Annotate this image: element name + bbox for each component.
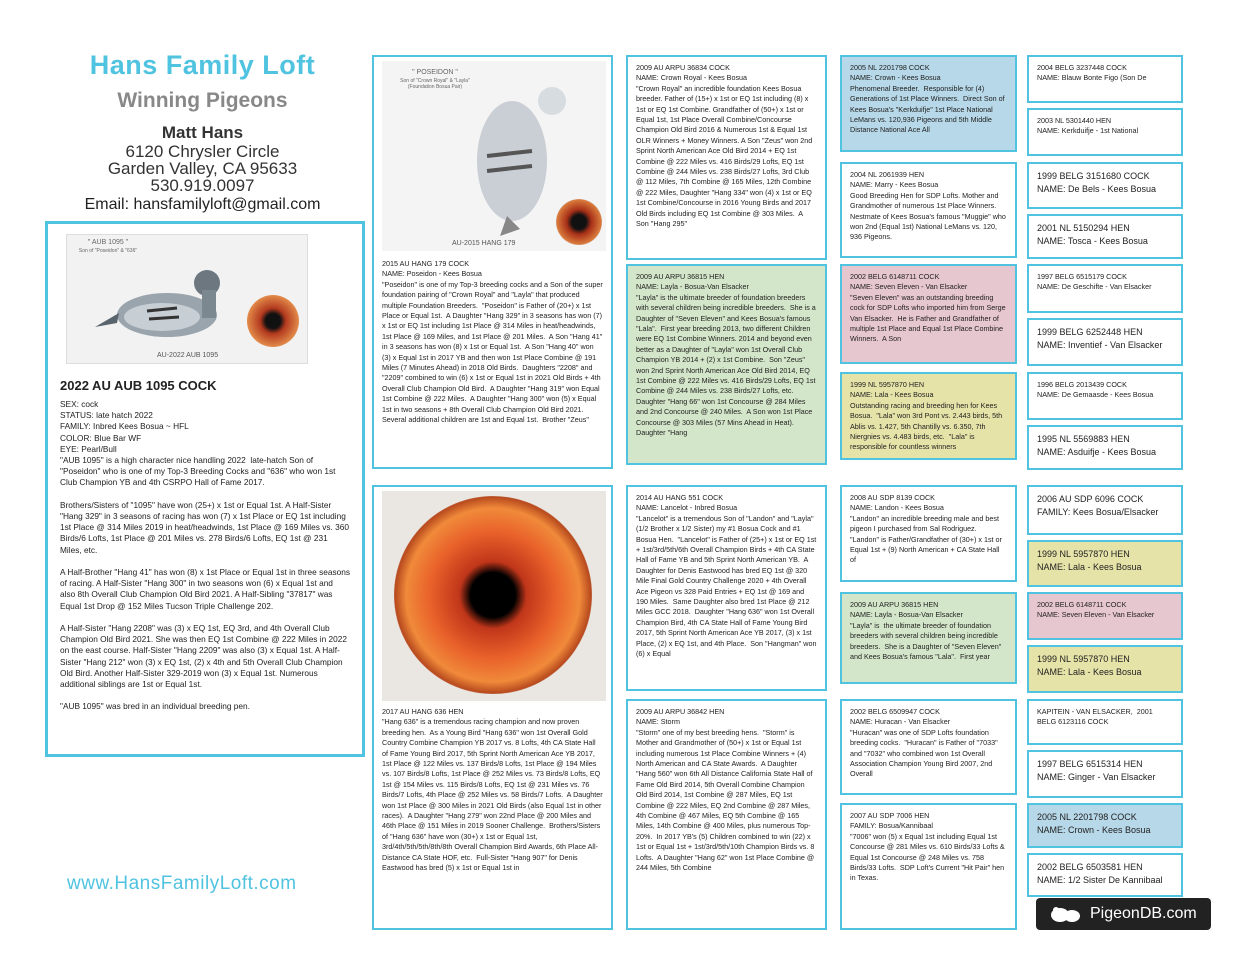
grandparent-card-4 <box>626 699 827 930</box>
great-great-grandparent-card-6-text: 1999 BELG 6252448 HEN NAME: Inventief - Van Elsacker <box>1037 327 1163 350</box>
great-great-grandparent-card-1 <box>1027 55 1183 103</box>
great-great-grandparent-card-7 <box>1027 372 1183 420</box>
great-grandparent-card-8-text: 2007 AU SDP 7006 HEN FAMILY: Bosua/Kannibaal "7006" won (5) x Equal 1st including Equal 1st Concourse @ 281 Miles vs. 610 Birds/33 Lofts & Equal 1st Concourse @ 248 Miles vs. 758 Birds/33 Lofts. SDP Loft's Current "Hit Pair" hen in Texas. <box>850 811 1005 883</box>
great-grandparent-card-4 <box>840 372 1017 460</box>
great-great-grandparent-card-14-text: 1997 BELG 6515314 HEN NAME: Ginger - Van Elsacker <box>1037 759 1156 782</box>
great-grandparent-card-6 <box>840 592 1017 684</box>
grandparent-card-4-text: 2009 AU ARPU 36842 HEN NAME: Storm "Storm" one of my best breeding hens. "Storm" is Mother and Grandmother of (50+) x 1st or Equal 1st including numerous 1st Place Combine Winners + (4) North American and CA State Awards. A Daughter "Hang 560" won 6th All Distance California State Hall of Fame Old Bird 2014, 5th Overall Combine Champion Old Bird 2014, 1st Combine @ 287 Miles, EQ 1st Combine @ 222 Miles, EQ 2nd Combine @ 287 Miles, 4th Combine @ 467 Miles, EQ 5th Combine @ 165 Miles, 14th Combine @ 400 Miles, plus numerous Top-20%. In 2017 YB's (5) Children combined to win (22) x 1st or Equal 1st + 1st/3rd/5th/10th Champion Birds vs. 8 Lofts. A Daughter "Hang 62" won 1st Place Combine @ 244 Miles, 5th Combine <box>636 707 815 873</box>
pigeon-logo-icon <box>1048 904 1082 924</box>
sire-photo-caption: " POSEIDON " <box>412 69 458 76</box>
grandparent-card-3 <box>626 485 827 691</box>
great-great-grandparent-card-14 <box>1027 750 1183 798</box>
great-great-grandparent-card-10-text: 1999 NL 5957870 HEN NAME: Lala - Kees Bosua <box>1037 549 1142 572</box>
great-great-grandparent-card-8 <box>1027 425 1183 470</box>
grandparent-card-2-text: 2009 AU ARPU 36815 HEN NAME: Layla - Bosua-Van Elsacker "Layla" is the ultimate breeder of foundation breeders with several children being incredible breeders. She is a Daughter of "Seven Eleven" and Kees Bosua's famous "Lala". First year breeding 2013, two different Children were EQ 1st Combine Winners. 2014 and beyond even better as a Daughter of "Layla" won 1st Overall Club Champion YB 2014 + (2) x 1st Combine. Son "Zeus" won 2nd Sprint North American Ace Old Bird 2014, EQ 1st Combine @ 222 Miles vs. 416 Birds/29 Lofts, EQ 1st Combine @ 244 Miles vs. 238 Birds/27 Lofts, etc. Daughter "Hang 66" won 1st Concourse @ 284 Miles and 2nd Concourse @ 240 Miles. A Son won 1st Place Concourse @ 303 Miles (57 Mins Ahead in Heat). Daughter "Hang <box>636 272 816 438</box>
great-great-grandparent-card-1-text: 2004 BELG 3237448 COCK NAME: Blauw Bonte Figo (Son De <box>1037 63 1147 83</box>
subject-eye-icon <box>247 295 299 347</box>
subject-photo-caption: " AUB 1095 " <box>87 239 129 246</box>
great-great-grandparent-card-6 <box>1027 318 1183 366</box>
loft-header <box>40 50 365 214</box>
subject-photo <box>66 234 308 364</box>
phone: 530.919.0097 <box>150 176 255 195</box>
great-great-grandparent-card-5 <box>1027 264 1183 313</box>
grandparent-card-1-text: 2009 AU ARPU 36834 COCK NAME: Crown Royal - Kees Bosua "Crown Royal" an incredible foundation Kees Bosua breeder. Father of (15+) x 1st or EQ 1st including (8) x 1st or EQ 1st Combine. Grandfather of (50+) x 1st or Equal 1st, 1st Place Overall Combine/Concourse Champion Old Bird 2016 & Numerous 1st & Equal 1st OLR Winners + Money Winners. A Son "Zeus" won 2nd Sprint North American Ace Old Bird 2014 + EQ 1st Combine @ 222 Miles vs. 416 Birds/29 Lofts, EQ 1st Combine @ 244 Miles vs. 238 Birds/27 Lofts, 3rd Club @ 112 Miles, 7th Combine @ 165 Miles, 12th Combine @ 222 Miles, Daughter "Hang 334" won (4) x 1st or EQ 1st Combine/Concourse in 2016 Young Birds and 2017 Old Birds including EQ 1st Combine @ 303 Miles. A Son "Hang 295" <box>636 63 813 229</box>
great-grandparent-card-3-text: 2002 BELG 6148711 COCK NAME: Seven Eleven - Van Elsacker "Seven Eleven" was an outstanding breeding cock for SDP Lofts who imported him from Serge Van Elsacker. He is Father and Grandfather of multiple 1st Place and Equal 1st Place Combine Winners. A Son <box>850 272 1006 344</box>
dam-eye-photo <box>382 491 606 701</box>
great-grandparent-card-7 <box>840 699 1017 795</box>
subject-details: SEX: cock STATUS: late hatch 2022 FAMILY: Inbred Kees Bosua ~ HFL COLOR: Blue Bar WF EYE: Pearl/Bull "AUB 1095" is a high character nice handling 2022 late-hatch Son of "Poseidon" who is one of my Top-3 Breeding Cocks and "636" who won 1st Club Champion YB and 4th CSRPO Hall of Fame 2017. Brothers/Sisters of "1095" have won (25+) x 1st or Equal 1st. A Half-Sister "Hang 329" in 3 seasons of racing has won (7) x 1st Place or EQ 1st including 1st Place @ 314 Miles 2019 in heat/headwinds, 1st Place @ 169 Miles vs. 360 Birds/6 Lofts, 1st Place @ 201 Miles vs. 278 Birds/6 Lofts, EQ 1st @ 231 Miles, etc. A Half-Brother "Hang 41" has won (8) x 1st Place or Equal 1st in three seasons of racing. A Half-Sister "Hang 300" in two seasons won (6) x Equal 1st and also 8th Overall Club Champion Old Bird 2021. A Half-Sibling "37817" was Equal 1st Drop @ 152 Miles Tucson Triple Challenge 202. A Half-Sister "Hang 2208" was (3) x EQ 1st, EQ 3rd, and 4th Overall Club Champion Old Bird 2021. She was then EQ 1st Combine @ 222 Miles in 2022 on the east course. Half-Sister "Hang 2209" was also (3) x Equal 1st. A Half-Sister "Hang 212" won (3) x EQ 1st, (2) x 4th and 5th Overall Club Champion Old Bird. Another Half-Sister 329-2019 won (3) x Equal 1st. Numerous additional siblings are 1st or Equal 1st. "AUB 1095" was bred in an individual breeding pen. <box>60 399 350 712</box>
great-great-grandparent-card-3 <box>1027 162 1183 209</box>
great-grandparent-card-8 <box>840 803 1017 930</box>
great-great-grandparent-card-3-text: 1999 BELG 3151680 COCK NAME: De Bels - Kees Bosua <box>1037 171 1157 194</box>
eye-icon <box>394 496 592 694</box>
sire-card <box>372 55 613 469</box>
email: Email: hansfamilyloft@gmail.com <box>84 196 321 213</box>
grandparent-card-3-text: 2014 AU HANG 551 COCK NAME: Lancelot - Inbred Bosua "Lancelot" is a tremendous Son of "Landon" and "Layla" (1/2 Brother x 1/2 Sister) my #1 Bosua Cock and #1 Bosua Hen. "Lancelot" is Father of (25+) x 1st or EQ 1st + 1st/3rd/5th/6th Overall Champion Birds + 4th CA State Hall of Fame YB and 5th Sprint North American YB. A Daughter for Denis Eastwood has bred EQ 1st @ 320 Mile Final Gold Country Challenge 2020 + 4th Overall Ace Pigeon vs 328 Paid Entries + EQ 1st @ 169 and 190 Miles. Same Daughter also bred 1st Place @ 212 Miles GCC 2018. Daughter "Hang 636" won 1st Overall Champion Bird, 4th CA State Hall of Fame Young Bird 2017, 5th Sprint North American Ace YB 2017, (3) x 1st Place, (2) x EQ 1st, and 4th Place. Son "Hangman" won (6) x Equal <box>636 493 817 659</box>
dam-card <box>372 485 613 930</box>
website-link[interactable]: www.HansFamilyLoft.com <box>67 873 297 894</box>
sire-photo-id: AU-2015 HANG 179 <box>452 240 516 247</box>
sire-photo <box>382 61 606 251</box>
brand-text: PigeonDB.com <box>1090 905 1197 922</box>
great-grandparent-card-2-text: 2004 NL 2061939 HEN NAME: Marry - Kees Bosua Good Breeding Hen for SDP Lofts. Mother and Grandmother of numerous 1st Place Winners. Nestmate of Kees Bosua's famous "Muggie" who won 2nd (Equal 1st) National LeMans vs. 120, 936 Pigeons. <box>850 170 1006 242</box>
great-great-grandparent-card-2 <box>1027 108 1183 156</box>
address-line-1: 6120 Chrysler Circle <box>125 142 280 161</box>
great-great-grandparent-card-4 <box>1027 214 1183 259</box>
great-great-grandparent-card-4-text: 2001 NL 5150294 HEN NAME: Tosca - Kees Bosua <box>1037 223 1148 246</box>
great-great-grandparent-card-10 <box>1027 540 1183 587</box>
great-grandparent-card-3 <box>840 264 1017 364</box>
great-great-grandparent-card-16 <box>1027 853 1183 897</box>
sire-photo-note: Son of "Crown Royal" & "Layla" (Foundation Bosua Pair) <box>400 78 470 90</box>
address-line-2: Garden Valley, CA 95633 <box>107 159 298 178</box>
subject-photo-id: AU-2022 AUB 1095 <box>157 352 219 359</box>
great-great-grandparent-card-13-text: KAPITEIN - VAN ELSACKER, 2001 BELG 6123116 COCK <box>1037 707 1155 727</box>
great-grandparent-card-1 <box>840 55 1017 152</box>
loft-name: Hans Family Loft <box>89 50 316 80</box>
dam-text: 2017 AU HANG 636 HEN "Hang 636" is a tremendous racing champion and now proven breeding hen. As a Young Bird "Hang 636" won 1st Overall Gold Country Combine Champion YB 2017 vs. 8 Lofts, 4th CA State Hall of Fame Young Bird 2017, 5th Sprint North American Ace YB 2017, 1st Place @ 122 Miles vs. 137 Birds/8 Lofts, 1st Place @ 194 Miles vs. 107 Birds/8 Lofts, 1st Place @ 252 Miles vs. 73 Birds/8 Lofts, EQ 1st @ 154 Miles vs. 115 Birds/8 Lofts, EQ 1st @ 231 Miles vs. 76 Birds/7 Lofts, 4th Place @ 252 Miles vs. 58 Birds/7 Lofts. A Daughter won 1st Place @ 300 Miles in 2021 Old Birds (also Equal 1st in other races). A Daughter "Hang 279" won 22nd Place @ 200 Miles and 46th Place @ 151 Miles in 2019 Sooner Challenge. Brothers/Sisters of "Hang 636" have won (30+) x 1st or Equal 1st, 3rd/4th/5th/5th/8th/8th Overall Champion Bird Awards, 6th Place All-Distance CA State HOF, etc. Full-Sister "Hang 907" for Denis Eastwood has bred (5) x 1st or Equal 1st in <box>382 707 603 873</box>
great-great-grandparent-card-13 <box>1027 699 1183 745</box>
great-grandparent-card-6-text: 2009 AU ARPU 36815 HEN NAME: Layla - Bosua-Van Elsacker "Layla" is the ultimate breeder of foundation breeders with several children being incredible breeders. She is a Daughter of "Seven Eleven" and Kees Bosua's famous "Lala". First year <box>850 600 1002 662</box>
great-great-grandparent-card-7-text: 1996 BELG 2013439 COCK NAME: De Gemaasde - Kees Bosua <box>1037 380 1154 400</box>
great-grandparent-card-2 <box>840 162 1017 258</box>
great-great-grandparent-card-9 <box>1027 485 1183 535</box>
great-great-grandparent-card-15 <box>1027 803 1183 848</box>
great-great-grandparent-card-12 <box>1027 645 1183 693</box>
great-grandparent-card-1-text: 2005 NL 2201798 COCK NAME: Crown - Kees Bosua Phenomenal Breeder. Responsible for (4) Generations of 1st Place Winners. Direct Son of Kees Bosua's "Kerkduifje" 1st Place National LeMans vs. 120,936 Pigeons and 5th Middle Distance National Ace All <box>850 63 1005 135</box>
great-great-grandparent-card-11 <box>1027 592 1183 640</box>
great-grandparent-card-5 <box>840 485 1017 582</box>
great-great-grandparent-card-11-text: 2002 BELG 6148711 COCK NAME: Seven Eleven - Van Elsacker <box>1037 600 1155 620</box>
loft-subtitle: Winning Pigeons <box>117 89 288 112</box>
grandparent-card-2 <box>626 264 827 465</box>
great-great-grandparent-card-15-text: 2005 NL 2201798 COCK NAME: Crown - Kees Bosua <box>1037 812 1151 835</box>
great-great-grandparent-card-16-text: 2002 BELG 6503581 HEN NAME: 1/2 Sister De Kannibaal <box>1037 862 1163 885</box>
great-great-grandparent-card-9-text: 2006 AU SDP 6096 COCK FAMILY: Kees Bosua/Elsacker <box>1037 494 1159 517</box>
great-grandparent-card-5-text: 2008 AU SDP 8139 COCK NAME: Landon - Kees Bosua "Landon" an incredible breeding male and best pigeon I purchased from Sal Rodriguez. "Landon" is Father/Grandfather of (30+) x 1st or Equal 1st + (9) North American + CA State Hall of <box>850 493 1002 565</box>
owner-name: Matt Hans <box>161 123 244 142</box>
sire-text: 2015 AU HANG 179 COCK NAME: Poseidon - Kees Bosua "Poseidon" is one of my Top-3 breeding cocks and a Son of the super foundation pairing of "Crown Royal" and "Layla" that produced multiple Foundation Breeders. "Poseidon" is Father of (20+) x 1st Place or Equal 1st. A Daughter "Hang 329" in 3 seasons has won (7) x 1st or EQ 1st including 1st Place @ 314 Miles in heat/headwinds, 1st Place @ 169 Miles, and 1st Place @ 201 Miles. A Son "Hang 41" in 3 seasons has won (8) x 1st or Equal 1st. A Son "Hang 40" won (3) x Equal 1st in 2017 YB and then won 1st Place Combine @ 191 Miles (7 Minutes Ahead) in 2018 Old Birds. Daughters "2208" and "2209" combined to win (6) x 1st or Equal 1st in 2021 Old Birds + 4th Overall Club Champion Old Bird. A Daughter "Hang 319" won Equal 1st Combine @ 222 Miles. A Daughter "Hang 300" won (5) x Equal 1st in two seasons + 8th Overall Club Champion Old Bird 2021. Several additional children are 1st and Equal 1st. Brother "Zeus" <box>382 259 603 425</box>
great-great-grandparent-card-5-text: 1997 BELG 6515179 COCK NAME: De Geschifte - Van Elsacker <box>1037 272 1152 292</box>
great-grandparent-card-7-text: 2002 BELG 6509947 COCK NAME: Huracan - Van Elsacker "Huracan" was one of SDP Lofts foundation breeding cocks. "Huracan" is Father of "7033" and "7032" who combined won 1st Overall Association Champion Young Bird 2007, 2nd Overall <box>850 707 998 779</box>
subject-photo-note: Son of "Poseidon" & "636" <box>78 248 138 254</box>
subject-card <box>45 221 365 757</box>
great-great-grandparent-card-8-text: 1995 NL 5569883 HEN NAME: Asduifje - Kees Bosua <box>1037 434 1157 457</box>
subject-title: 2022 AU AUB 1095 COCK <box>60 378 217 393</box>
pigeondb-logo[interactable] <box>1036 898 1211 930</box>
great-great-grandparent-card-2-text: 2003 NL 5301440 HEN NAME: Kerkduifje - 1st National <box>1037 116 1139 136</box>
great-grandparent-card-4-text: 1999 NL 5957870 HEN NAME: Lala - Kees Bosua Outstanding racing and breeding hen for Kees Bosua. "Lala" won 3rd Pont vs. 2.443 birds, 5th Ablis vs. 1.427, 5th Chantilly vs. 6.350, 7th Niergnies vs. 4.483 birds, etc. "Lala" is responsible for countless winners <box>850 380 1003 452</box>
grandparent-card-1 <box>626 55 827 260</box>
sire-eye-icon <box>556 199 602 245</box>
great-great-grandparent-card-12-text: 1999 NL 5957870 HEN NAME: Lala - Kees Bosua <box>1037 654 1142 677</box>
